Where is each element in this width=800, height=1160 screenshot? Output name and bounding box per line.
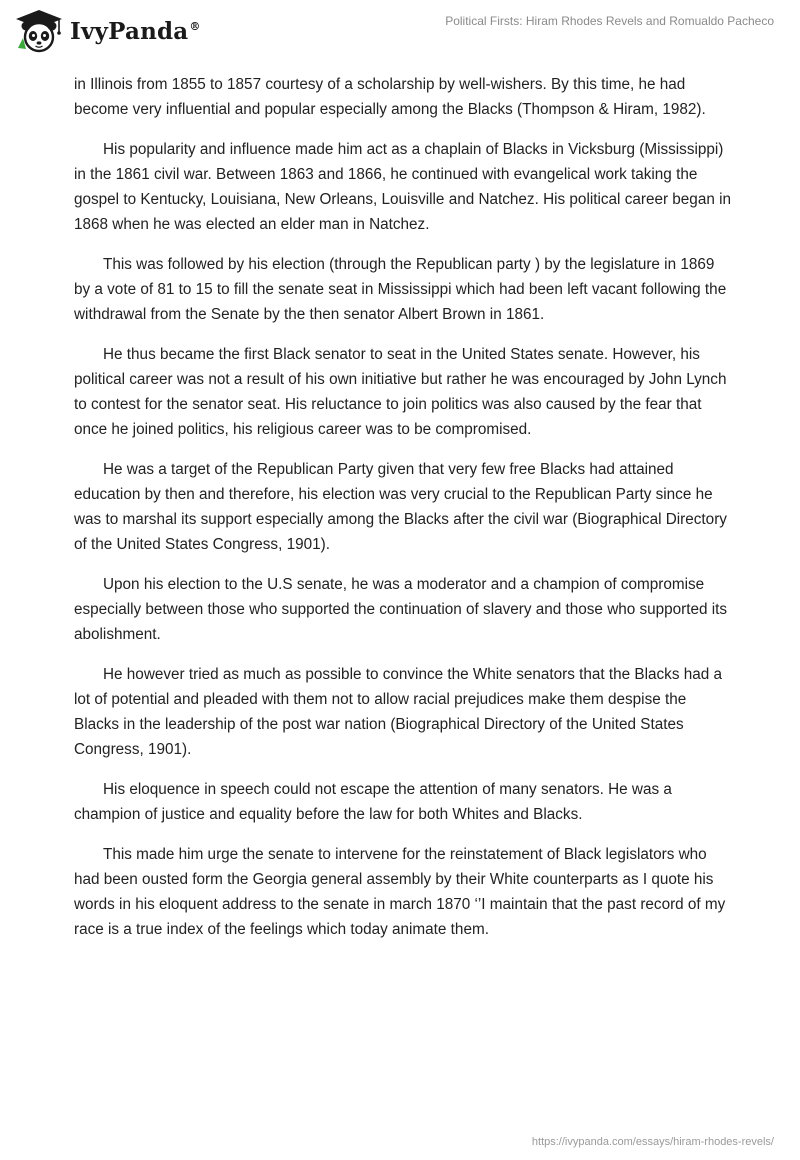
paragraph: He was a target of the Republican Party given that very few free Blacks had attained education by then and therefore, his election was very crucial to the Republican Party since he was to marshal its support especially among the Blacks after the civil war (Biographical Directory of the United States Congress, 1901).	[74, 461, 727, 553]
paragraph: This was followed by his election (through the Republican party ) by the legislature in 1869 by a vote of 81 to 15 to fill the senate seat in Mississippi which had been left vacant following the withdrawal from the Senate by the then senator Albert Brown in 1861.	[74, 256, 727, 323]
source-url[interactable]: https://ivypanda.com/essays/hiram-rhodes-revels/	[531, 1136, 774, 1148]
page-header	[0, 0, 800, 70]
brand-logo[interactable]	[12, 8, 201, 54]
paragraph: He thus became the first Black senator to seat in the United States senate. However, his political career was not a result of his own initiative but rather he was encouraged by John Lynch to contest for the senator seat. His reluctance to join politics was also caused by the fear that once he joined politics, his religious career was to be compromised.	[74, 346, 727, 438]
paragraph: This made him urge the senate to intervene for the reinstatement of Black legislators who had been ousted form the Georgia general assembly by their White counterparts as I quote his words in his eloquent address to the senate in march 1870 ‘’I maintain that the past record of my race is a true index of the feelings which today animate them.	[74, 846, 726, 938]
document-title: Political Firsts: Hiram Rhodes Revels and Romualdo Pacheco	[445, 14, 774, 28]
paragraph: His eloquence in speech could not escape the attention of many senators. He was a champion of justice and equality before the law for both Whites and Blacks.	[74, 781, 672, 823]
brand-name: IvyPanda®	[70, 17, 201, 45]
paragraph: in Illinois from 1855 to 1857 courtesy of a scholarship by well-wishers. By this time, he had become very influential and popular especially among the Blacks (Thompson & Hiram, 1982).	[74, 76, 706, 118]
paragraph: Upon his election to the U.S senate, he was a moderator and a champion of compromise especially between those who supported the continuation of slavery and those who supported its abolishment.	[74, 576, 728, 643]
essay-body	[74, 72, 734, 957]
paragraph: He however tried as much as possible to convince the White senators that the Blacks had a lot of potential and pleaded with them not to allow racial prejudices make them despise the Blacks in the leadership of the post war nation (Biographical Directory of the United States Congress, 1901).	[74, 666, 723, 758]
registered-mark: ®	[189, 19, 201, 33]
paragraph: His popularity and influence made him act as a chaplain of Blacks in Vicksburg (Mississippi) in the 1861 civil war. Between 1863 and 1866, he continued with evangelical work taking the gospel to Kentucky, Louisiana, New Orleans, Louisville and Natchez. His political career began in 1868 when he was elected an elder man in Natchez.	[74, 141, 731, 233]
panda-graduate-icon	[12, 8, 66, 54]
